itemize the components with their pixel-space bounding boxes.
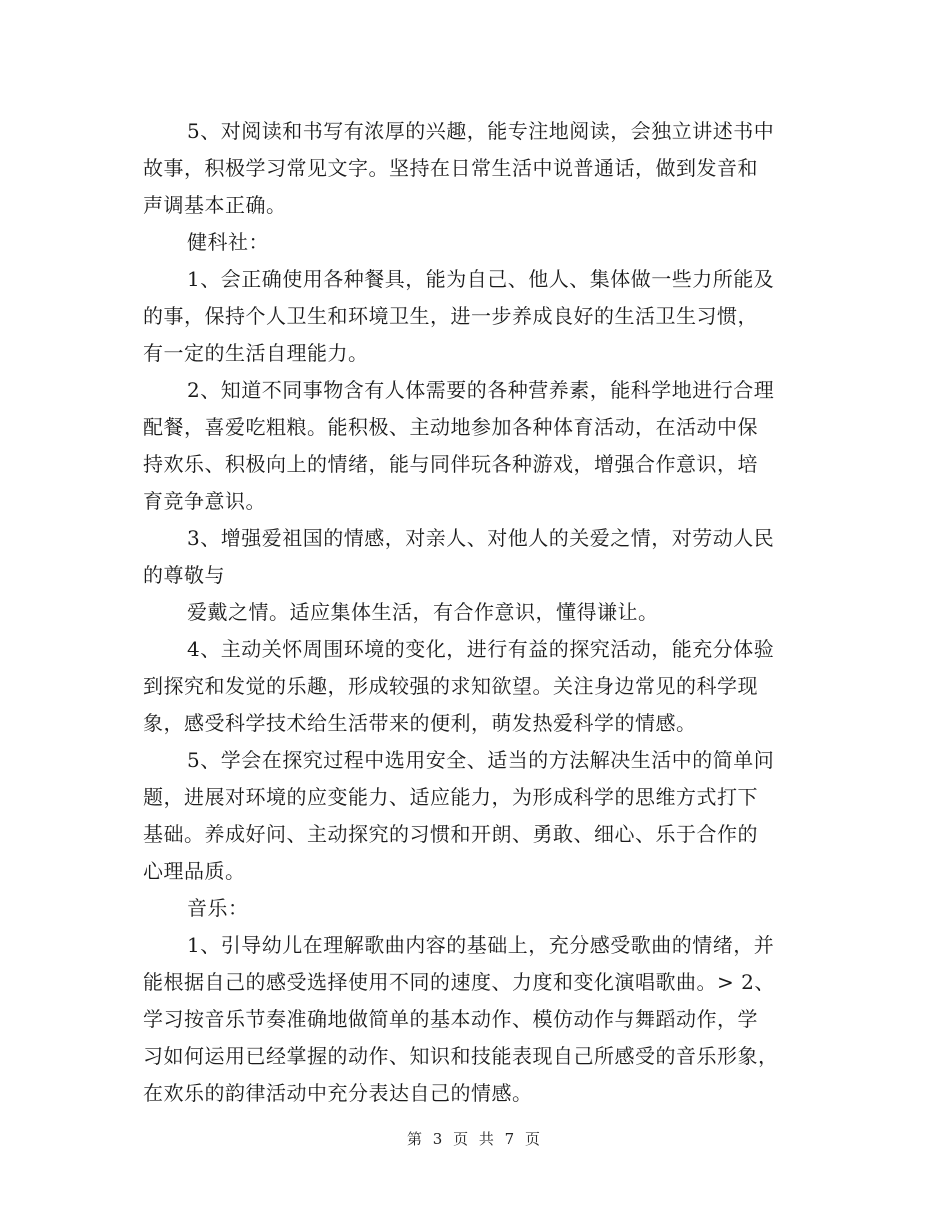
- text-line: 故事，积极学习常见文字。坚持在日常生活中说普通话，做到发音和: [143, 156, 758, 180]
- text-line: 在欢乐的韵律活动中充分表达自己的情感。: [143, 1081, 533, 1105]
- text-line: 持欢乐、积极向上的情绪，能与同伴玩各种游戏，增强合作意识，培: [143, 452, 758, 476]
- text-line: 心理品质。: [143, 859, 246, 883]
- text-line: 能根据自己的感受选择使用不同的速度、力度和变化演唱歌曲。> 2、: [143, 970, 775, 994]
- text-line: 5、对阅读和书写有浓厚的兴趣，能专注地阅读，会独立讲述书中: [187, 119, 775, 143]
- text-line: 基础。养成好问、主动探究的习惯和开朗、勇敢、细心、乐于合作的: [143, 822, 758, 846]
- text-line: 学习按音乐节奏准确地做简单的基本动作、模仿动作与舞蹈动作，学: [143, 1007, 758, 1031]
- text-line: 配餐，喜爱吃粗粮。能积极、主动地参加各种体育活动，在活动中保: [143, 415, 758, 439]
- text-line: 4、主动关怀周围环境的变化，进行有益的探究活动，能充分体验: [187, 637, 775, 661]
- text-line: 1、引导幼儿在理解歌曲内容的基础上，充分感受歌曲的情绪，并: [187, 933, 775, 957]
- document-body: [143, 113, 808, 1112]
- text-line: 2、知道不同事物含有人体需要的各种营养素，能科学地进行合理: [187, 378, 775, 402]
- text-line: 象，感受科学技术给生活带来的便利，萌发热爱科学的情感。: [143, 711, 697, 735]
- text-line: 的尊敬与: [143, 563, 225, 587]
- text-line: 育竞争意识。: [143, 489, 266, 513]
- text-line: 5、学会在探究过程中选用安全、适当的方法解决生活中的简单问: [187, 748, 775, 772]
- text-line: 声调基本正确。: [143, 193, 287, 217]
- section-heading: 音乐：: [187, 896, 249, 920]
- page-footer: 第 3 页 共 7 页: [407, 1130, 543, 1148]
- text-line: 习如何运用已经掌握的动作、知识和技能表现自己所感受的音乐形象，: [143, 1044, 779, 1068]
- text-line: 爱戴之情。适应集体生活，有合作意识，懂得谦让。: [187, 600, 659, 624]
- text-line: 到探究和发觉的乐趣，形成较强的求知欲望。关注身边常见的科学现: [143, 674, 758, 698]
- section-heading: 健科社：: [187, 230, 269, 254]
- text-line: 3、增强爱祖国的情感，对亲人、对他人的关爱之情，对劳动人民: [187, 526, 775, 550]
- text-line: 有一定的生活自理能力。: [143, 341, 369, 365]
- text-line: 的事，保持个人卫生和环境卫生，进一步养成良好的生活卫生习惯，: [143, 304, 758, 328]
- text-line: 1、会正确使用各种餐具，能为自己、他人、集体做一些力所能及: [187, 267, 775, 291]
- text-line: 题，进展对环境的应变能力、适应能力，为形成科学的思维方式打下: [143, 785, 758, 809]
